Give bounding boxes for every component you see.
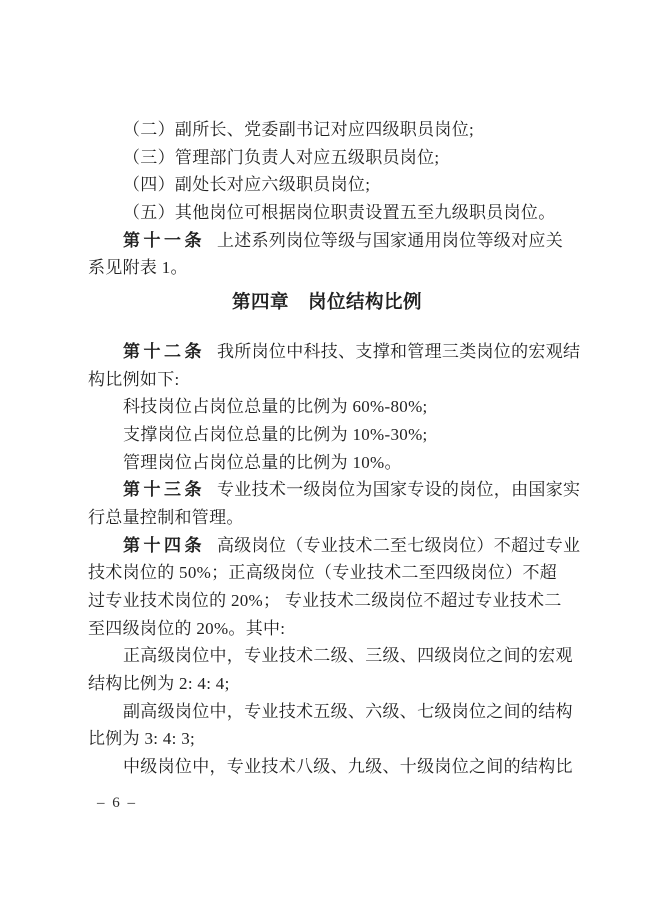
text-line [88, 698, 573, 726]
text-segment: 第四章 岗位结构比例 [231, 292, 422, 314]
text-line [88, 587, 566, 615]
text-segment: 比例为 3: 4: 3; [88, 729, 196, 749]
text-line [88, 559, 566, 587]
text-line [88, 476, 581, 504]
article-number-term: 第十一条 [123, 230, 205, 251]
page-body [88, 116, 581, 781]
text-line [88, 725, 566, 753]
text-segment: 构比例如下: [88, 369, 180, 389]
text-segment: （四）副处长对应六级职员岗位; [123, 175, 371, 195]
text-line [88, 670, 566, 698]
text-segment: 正高级岗位中，专业技术二级、三级、四级岗位之间的宏观 [123, 646, 573, 666]
article-number-term: 第十二条 [123, 341, 205, 362]
text-segment: 过专业技术岗位的 20%； 专业技术二级岗位不超过专业技术二 [88, 591, 562, 610]
text-line [88, 254, 566, 282]
text-segment: （三）管理部门负责人对应五级职员岗位; [123, 147, 440, 167]
text-segment: （二）副所长、党委副书记对应四级职员岗位; [123, 120, 475, 139]
text-segment: 副高级岗位中，专业技术五级、六级、七级岗位之间的结构 [123, 701, 573, 721]
page-footer [97, 795, 137, 812]
text-line [88, 393, 566, 421]
text-segment: 支撑岗位占岗位总量的比例为 10%-30%; [123, 424, 428, 444]
article-number-term: 第十三条 [123, 480, 205, 501]
text-segment: 专业技术一级岗位为国家专设的岗位，由国家实 [217, 480, 581, 500]
text-segment: 上述系列岗位等级与国家通用岗位等级对应关 [217, 230, 563, 250]
text-segment: 中级岗位中，专业技术八级、九级、十级岗位之间的结构比 [123, 757, 573, 777]
chapter-heading [88, 289, 566, 317]
text-segment: （五）其他岗位可根据岗位职责设置五至九级职员岗位。 [123, 203, 556, 223]
text-line [88, 421, 566, 449]
text-line [88, 532, 581, 560]
text-segment: 管理岗位占岗位总量的比例为 10%。 [123, 452, 402, 472]
text-segment: 科技岗位占岗位总量的比例为 60%-80%; [123, 397, 428, 417]
page-number: – 6 – [97, 795, 137, 811]
text-line [88, 116, 566, 144]
text-line [88, 144, 566, 172]
text-line [88, 504, 566, 532]
text-line [88, 338, 581, 366]
text-line [88, 642, 573, 670]
text-segment: 系见附表 1。 [88, 258, 188, 278]
text-segment: 行总量控制和管理。 [88, 507, 244, 527]
text-segment: 至四级岗位的 20%。其中: [88, 618, 286, 638]
text-segment: 结构比例为 2: 4: 4; [88, 674, 230, 694]
text-segment: 技术岗位的 50%；正高级岗位（专业技术二至四级岗位）不超 [88, 563, 558, 583]
text-line [88, 171, 566, 199]
text-line [88, 753, 573, 781]
text-line [88, 449, 566, 477]
text-segment: 我所岗位中科技、支撑和管理三类岗位的宏观结 [217, 341, 581, 361]
text-line [88, 199, 566, 227]
text-line [88, 615, 566, 643]
article-number-term: 第十四条 [123, 535, 205, 556]
text-segment: 高级岗位（专业技术二至七级岗位）不超过专业 [217, 535, 581, 555]
text-line [88, 366, 566, 394]
text-line [88, 227, 566, 255]
